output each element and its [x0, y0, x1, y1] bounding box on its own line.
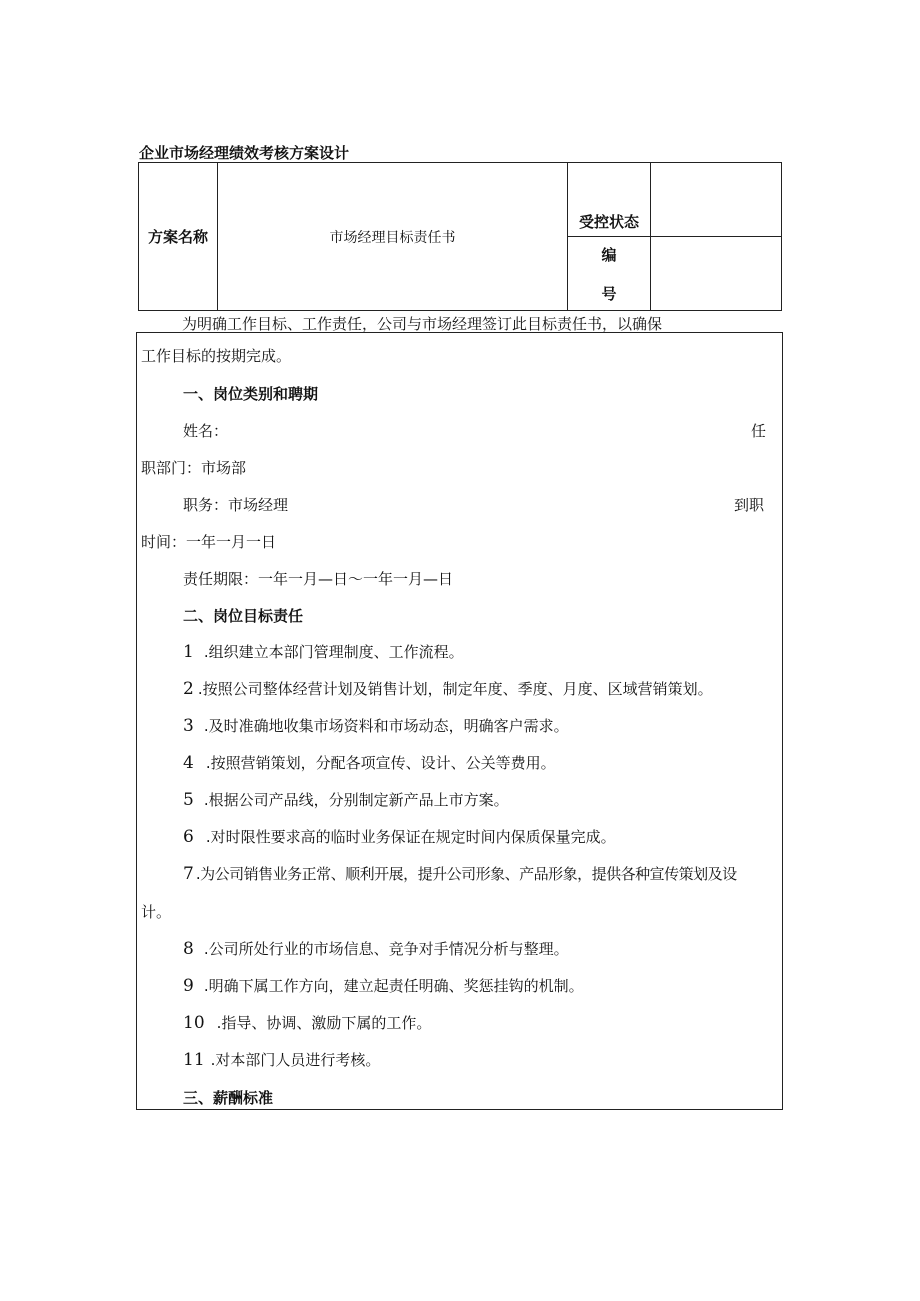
list-item: [183, 641, 464, 662]
time-line: 时间：一年一月一日: [141, 533, 277, 551]
list-item: [183, 938, 569, 959]
item-number: 7: [183, 864, 194, 884]
number-value: [651, 237, 782, 311]
list-item: [183, 826, 616, 847]
dept-line: 职部门：市场部: [141, 459, 247, 477]
item-number: 5: [183, 790, 194, 810]
ren-char: 任: [751, 422, 767, 440]
term-line: 责任期限：一年一月—日～一年一月—日: [183, 570, 454, 588]
section-1-title: 一、岗位类别和聘期: [183, 385, 319, 403]
list-item: [183, 789, 509, 810]
header-table: [138, 162, 782, 311]
item-number: 10: [183, 1013, 205, 1033]
item-text: .根据公司产品线，分别制定新产品上市方案。: [203, 791, 509, 809]
number-label: [568, 237, 651, 311]
item-text: .对时限性要求高的临时业务保证在规定时间内保质保量完成。: [205, 828, 616, 846]
section-3-title: 三、薪酬标准: [183, 1089, 274, 1107]
item-text: .组织建立本部门管理制度、工作流程。: [203, 643, 464, 661]
item-text: .为公司销售业务正常、顺利开展，提升公司形象、产品形象，提供各种宣传策划及设: [195, 865, 737, 883]
item-number: 1: [183, 642, 194, 662]
list-item: [183, 863, 737, 884]
body-box: [136, 332, 783, 1110]
plan-name-value: 市场经理目标责任书: [218, 163, 568, 311]
item-text: .按照公司整体经营计划及销售计划，制定年度、季度、月度、区域营销策划。: [197, 680, 713, 698]
item-text: .及时准确地收集市场资料和市场动态，明确客户需求。: [203, 717, 569, 735]
item-text: .明确下属工作方向，建立起责任明确、奖惩挂钩的机制。: [203, 977, 584, 995]
item-number: 6: [183, 827, 194, 847]
name-label: 姓名：: [183, 422, 229, 440]
list-item: [183, 752, 556, 773]
item-text: .公司所处行业的市场信息、竞争对手情况分析与整理。: [203, 940, 569, 958]
item-text: .对本部门人员进行考核。: [210, 1051, 381, 1069]
plan-name-label: 方案名称: [139, 163, 218, 311]
list-item: [183, 678, 713, 699]
daozhi-label: 到职: [734, 496, 765, 514]
control-status-value: [651, 163, 782, 237]
list-item: [183, 1049, 380, 1070]
item-number: 3: [183, 716, 194, 736]
list-item: [183, 975, 584, 996]
intro-line-1: 为明确工作目标、工作责任，公司与市场经理签订此目标责任书，以确保: [182, 315, 663, 333]
item-text: .指导、协调、激励下属的工作。: [216, 1014, 432, 1032]
intro-line-2: 工作目标的按期完成。: [141, 347, 292, 365]
item-text: .按照营销策划，分配各项宣传、设计、公关等费用。: [205, 754, 556, 772]
document-title: 企业市场经理绩效考核方案设计: [139, 144, 350, 162]
item-number: 9: [183, 976, 194, 996]
item-number: 11: [183, 1050, 205, 1070]
section-2-title: 二、岗位目标责任: [183, 607, 304, 625]
control-status-label: 受控状态: [568, 163, 651, 237]
item-number: 4: [183, 753, 194, 773]
item-number: 2: [183, 679, 194, 699]
list-item: [183, 1012, 431, 1033]
number-label-part2: 号: [601, 284, 617, 303]
number-label-part1: 编: [601, 245, 617, 264]
item-7-continuation: 计。: [141, 903, 172, 921]
list-item: [183, 715, 569, 736]
item-number: 8: [183, 939, 194, 959]
position-line: 职务：市场经理: [183, 496, 289, 514]
